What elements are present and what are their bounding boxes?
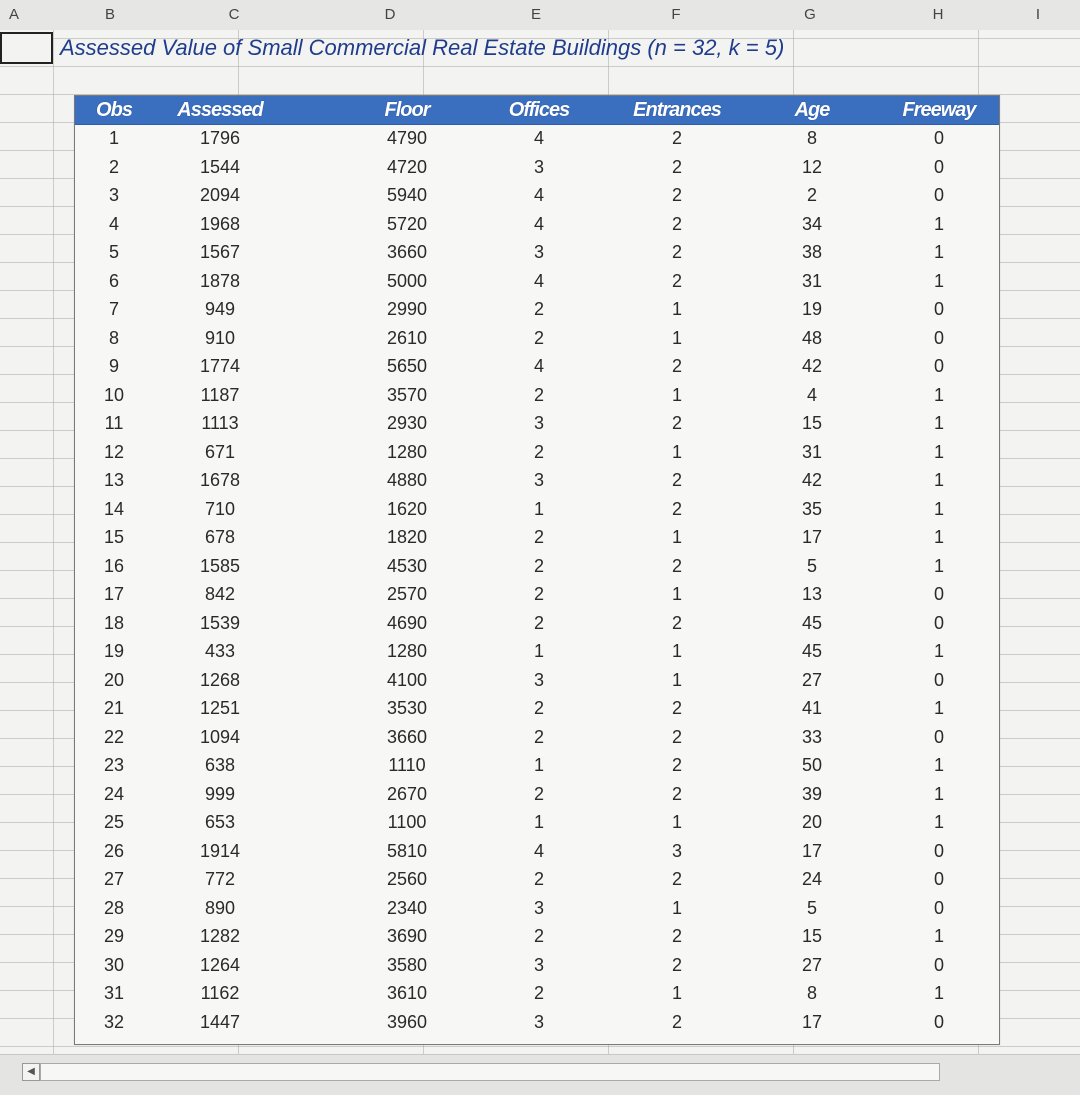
header-offices: Offices [508, 99, 570, 121]
cell-entrances[interactable]: 2 [671, 213, 682, 234]
cell-floor[interactable]: 2610 [386, 327, 428, 348]
cell-age[interactable]: 41 [801, 698, 823, 718]
cell-assessed[interactable]: 433 [204, 641, 236, 661]
cell-obs[interactable]: 17 [103, 584, 125, 604]
cell-entrances[interactable]: 2 [671, 726, 682, 747]
cell-obs[interactable]: 13 [103, 470, 125, 490]
cell-floor[interactable]: 1620 [386, 498, 428, 519]
cell-assessed[interactable]: 1282 [199, 926, 241, 946]
cell-freeway[interactable]: 0 [933, 584, 944, 604]
cell-age[interactable]: 17 [801, 1011, 823, 1032]
column-header-g[interactable]: G [804, 6, 816, 23]
header-freeway: Freeway [902, 99, 976, 121]
cell-entrances[interactable]: 1 [671, 584, 682, 604]
header-obs: Obs [96, 99, 132, 121]
cell-assessed[interactable]: 1585 [199, 555, 241, 576]
cell-age[interactable]: 42 [801, 356, 823, 376]
cell-obs[interactable]: 3 [108, 185, 119, 205]
table-row [75, 808, 999, 837]
cell-assessed[interactable]: 890 [204, 897, 236, 918]
cell-assessed[interactable]: 949 [204, 299, 236, 319]
cell-floor[interactable]: 2340 [386, 897, 428, 918]
cell-offices[interactable]: 4 [533, 270, 544, 291]
cell-obs[interactable]: 11 [104, 413, 124, 433]
cell-entrances[interactable]: 1 [671, 641, 682, 661]
cell-floor[interactable]: 3660 [386, 726, 428, 747]
cell-obs[interactable]: 25 [103, 812, 125, 832]
cell-assessed[interactable]: 1447 [199, 1011, 241, 1032]
cell-freeway[interactable]: 0 [933, 897, 944, 918]
table-row [75, 267, 999, 296]
cell-age[interactable]: 8 [806, 983, 817, 1003]
cell-entrances[interactable]: 2 [671, 242, 682, 262]
cell-freeway[interactable]: 1 [933, 555, 944, 576]
cell-entrances[interactable]: 2 [671, 783, 682, 804]
table-row [75, 979, 999, 1008]
cell-floor[interactable]: 4690 [386, 612, 428, 633]
cell-entrances[interactable]: 1 [671, 441, 682, 462]
cell-entrances[interactable]: 2 [671, 156, 682, 177]
cell-entrances[interactable]: 2 [671, 128, 682, 148]
cell-age[interactable]: 31 [801, 441, 823, 462]
cell-entrances[interactable]: 2 [671, 612, 682, 633]
table-row [75, 922, 999, 951]
column-header-b[interactable]: B [104, 6, 115, 23]
cell-offices[interactable]: 4 [533, 213, 544, 234]
table-row [75, 951, 999, 980]
column-header-c[interactable]: C [228, 6, 240, 23]
cell-assessed[interactable]: 1264 [199, 954, 241, 975]
cell-freeway[interactable]: 0 [933, 356, 944, 376]
cell-age[interactable]: 35 [801, 498, 823, 519]
cell-floor[interactable]: 2930 [386, 413, 428, 433]
cell-floor[interactable]: 3580 [386, 954, 428, 975]
cell-age[interactable]: 17 [801, 527, 823, 547]
cell-entrances[interactable]: 3 [671, 840, 682, 861]
cell-obs[interactable]: 15 [103, 527, 125, 547]
cell-entrances[interactable]: 2 [671, 954, 682, 975]
cell-floor[interactable]: 4880 [386, 470, 428, 490]
cell-obs[interactable]: 9 [108, 356, 119, 376]
table-row [75, 666, 999, 695]
cell-entrances[interactable]: 2 [671, 413, 682, 433]
cell-obs[interactable]: 19 [103, 641, 125, 661]
cell-entrances[interactable]: 1 [671, 669, 682, 690]
cell-obs[interactable]: 1 [108, 128, 119, 148]
cell-obs[interactable]: 2 [108, 156, 119, 177]
table-row [75, 637, 999, 666]
scroll-track[interactable] [40, 1063, 940, 1081]
cell-freeway[interactable]: 0 [933, 128, 944, 148]
cell-floor[interactable]: 3570 [386, 384, 428, 405]
cell-age[interactable]: 8 [806, 128, 817, 148]
cell-entrances[interactable]: 2 [671, 755, 682, 775]
cell-offices[interactable]: 1 [533, 812, 544, 832]
cell-offices[interactable]: 2 [533, 698, 544, 718]
cell-obs[interactable]: 31 [103, 983, 125, 1003]
cell-floor[interactable]: 3690 [386, 926, 428, 946]
cell-obs[interactable]: 16 [103, 555, 125, 576]
table-row [75, 438, 999, 467]
table-row [75, 238, 999, 267]
table-row [75, 609, 999, 638]
cell-age[interactable]: 45 [801, 641, 823, 661]
cell-floor[interactable]: 4720 [386, 156, 428, 177]
column-header-h[interactable]: H [932, 6, 944, 23]
cell-freeway[interactable]: 1 [933, 812, 944, 832]
cell-offices[interactable]: 3 [533, 242, 544, 262]
table-row [75, 409, 999, 438]
column-header-d[interactable]: D [384, 6, 396, 23]
cell-age[interactable]: 31 [801, 270, 823, 291]
cell-assessed[interactable]: 772 [204, 869, 236, 889]
cell-age[interactable]: 13 [801, 584, 823, 604]
cell-obs[interactable]: 14 [103, 498, 125, 519]
cell-obs[interactable]: 27 [103, 869, 125, 889]
cell-offices[interactable]: 2 [533, 612, 544, 633]
cell-freeway[interactable]: 1 [933, 413, 944, 433]
cell-floor[interactable]: 3660 [386, 242, 428, 262]
cell-floor[interactable]: 2570 [386, 584, 428, 604]
table-row [75, 210, 999, 239]
cell-assessed[interactable]: 678 [204, 527, 236, 547]
cell-entrances[interactable]: 1 [671, 299, 682, 319]
cell-offices[interactable]: 2 [533, 726, 544, 747]
cell-floor[interactable]: 3610 [386, 983, 428, 1003]
cell-obs[interactable]: 8 [108, 327, 119, 348]
cell-offices[interactable]: 2 [533, 983, 544, 1003]
cell-assessed[interactable]: 1968 [199, 213, 241, 234]
cell-floor[interactable]: 5000 [386, 270, 428, 291]
cell-entrances[interactable]: 1 [671, 897, 682, 918]
cell-offices[interactable]: 3 [533, 1011, 544, 1032]
table-row [75, 1008, 999, 1037]
cell-age[interactable]: 42 [801, 470, 823, 490]
cell-freeway[interactable]: 0 [933, 954, 944, 975]
cell-assessed[interactable]: 710 [204, 498, 236, 519]
cell-freeway[interactable]: 0 [933, 669, 944, 690]
table-row [75, 523, 999, 552]
cell-offices[interactable]: 3 [533, 470, 544, 490]
cell-floor[interactable]: 1280 [386, 641, 428, 661]
cell-age[interactable]: 38 [801, 242, 823, 262]
cell-assessed[interactable]: 842 [204, 584, 236, 604]
cell-obs[interactable]: 10 [103, 384, 125, 405]
cell-freeway[interactable]: 1 [933, 213, 944, 234]
cell-obs[interactable]: 12 [103, 441, 125, 462]
cell-age[interactable]: 27 [801, 954, 823, 975]
cell-entrances[interactable]: 2 [671, 356, 682, 376]
cell-floor[interactable]: 4790 [386, 128, 428, 148]
cell-floor[interactable]: 2670 [386, 783, 428, 804]
table-header [75, 96, 999, 125]
cell-assessed[interactable]: 1251 [199, 698, 241, 718]
cell-age[interactable]: 24 [801, 869, 823, 889]
cell-floor[interactable]: 5810 [386, 840, 428, 861]
cell-offices[interactable]: 2 [533, 441, 544, 462]
cell-entrances[interactable]: 1 [671, 384, 682, 405]
cell-assessed[interactable]: 999 [204, 783, 236, 804]
cell-offices[interactable]: 4 [533, 128, 544, 148]
header-age: Age [794, 99, 830, 121]
cell-offices[interactable]: 4 [533, 840, 544, 861]
table-row [75, 751, 999, 780]
table-row [75, 124, 999, 153]
cell-offices[interactable]: 2 [533, 299, 544, 319]
cell-obs[interactable]: 18 [103, 612, 125, 633]
cell-floor[interactable]: 1100 [387, 812, 427, 832]
cell-freeway[interactable]: 0 [933, 327, 944, 348]
cell-obs[interactable]: 22 [103, 726, 125, 747]
cell-freeway[interactable]: 1 [933, 470, 944, 490]
cell-floor[interactable]: 3530 [386, 698, 428, 718]
cell-floor[interactable]: 5650 [386, 356, 428, 376]
cell-freeway[interactable]: 0 [933, 1011, 944, 1032]
table-row [75, 837, 999, 866]
cell-offices[interactable]: 2 [533, 384, 544, 405]
cell-freeway[interactable]: 1 [933, 698, 944, 718]
cell-age[interactable]: 50 [801, 755, 823, 775]
table-row [75, 780, 999, 809]
table-row [75, 466, 999, 495]
table-row [75, 295, 999, 324]
cell-freeway[interactable]: 0 [933, 185, 944, 205]
cell-freeway[interactable]: 1 [933, 926, 944, 946]
cell-offices[interactable]: 2 [533, 926, 544, 946]
cell-assessed[interactable]: 1544 [199, 156, 241, 177]
cell-freeway[interactable]: 1 [933, 783, 944, 804]
cell-assessed[interactable]: 910 [204, 327, 236, 348]
cell-age[interactable]: 48 [801, 327, 823, 348]
cell-obs[interactable]: 26 [103, 840, 125, 861]
cell-offices[interactable]: 2 [533, 527, 544, 547]
cell-entrances[interactable]: 1 [671, 327, 682, 348]
cell-assessed[interactable]: 1914 [199, 840, 241, 861]
cell-obs[interactable]: 5 [108, 242, 119, 262]
cell-age[interactable]: 45 [801, 612, 823, 633]
table-row [75, 894, 999, 923]
table-row [75, 181, 999, 210]
cell-floor[interactable]: 2990 [386, 299, 428, 319]
cell-offices[interactable]: 3 [533, 897, 544, 918]
cell-age[interactable]: 27 [801, 669, 823, 690]
cell-age[interactable]: 2 [806, 185, 817, 205]
cell-age[interactable]: 20 [801, 812, 823, 832]
table-row [75, 723, 999, 752]
cell-age[interactable]: 4 [806, 384, 817, 405]
cell-obs[interactable]: 7 [108, 299, 119, 319]
cell-entrances[interactable]: 2 [671, 470, 682, 490]
cell-offices[interactable]: 1 [533, 641, 544, 661]
cell-obs[interactable]: 32 [103, 1011, 125, 1032]
cell-assessed[interactable]: 653 [204, 812, 236, 832]
cell-floor[interactable]: 4530 [386, 555, 428, 576]
cell-floor[interactable]: 4100 [386, 669, 428, 690]
cell-freeway[interactable]: 0 [933, 869, 944, 889]
cell-freeway[interactable]: 0 [933, 612, 944, 633]
cell-floor[interactable]: 1820 [386, 527, 428, 547]
cell-freeway[interactable]: 1 [933, 641, 944, 661]
column-header-f[interactable]: F [671, 6, 681, 23]
cell-age[interactable]: 39 [801, 783, 823, 804]
column-header-row [0, 0, 1080, 31]
cell-entrances[interactable]: 1 [671, 527, 682, 547]
cell-age[interactable]: 5 [806, 897, 817, 918]
table-row [75, 352, 999, 381]
cell-obs[interactable]: 29 [103, 926, 125, 946]
cell-entrances[interactable]: 2 [671, 698, 682, 718]
cell-offices[interactable]: 3 [533, 954, 544, 975]
cell-obs[interactable]: 30 [103, 954, 125, 975]
table-row [75, 381, 999, 410]
cell-assessed[interactable]: 671 [204, 441, 236, 462]
cell-floor[interactable]: 5940 [386, 185, 428, 205]
cell-floor[interactable]: 3960 [386, 1011, 428, 1032]
table-row [75, 694, 999, 723]
cell-obs[interactable]: 20 [103, 669, 125, 690]
cell-offices[interactable]: 2 [533, 555, 544, 576]
cell-assessed[interactable]: 1094 [199, 726, 241, 747]
cell-freeway[interactable]: 1 [933, 242, 944, 262]
cell-obs[interactable]: 28 [103, 897, 125, 918]
cell-entrances[interactable]: 2 [671, 869, 682, 889]
table-row [75, 324, 999, 353]
cell-obs[interactable]: 21 [103, 698, 125, 718]
cell-freeway[interactable]: 1 [933, 384, 944, 405]
cell-assessed[interactable]: 638 [204, 755, 236, 775]
header-entrances: Entrances [633, 99, 721, 121]
table-row [75, 153, 999, 182]
cell-age[interactable]: 15 [801, 413, 823, 433]
column-header-i[interactable]: I [1035, 6, 1041, 23]
cell-obs[interactable]: 24 [103, 783, 125, 804]
cell-age[interactable]: 19 [801, 299, 823, 319]
cell-entrances[interactable]: 2 [671, 926, 682, 946]
cell-floor[interactable]: 1110 [388, 755, 426, 775]
cell-assessed[interactable]: 1774 [199, 356, 241, 376]
cell-age[interactable]: 17 [801, 840, 823, 861]
cell-age[interactable]: 5 [806, 555, 817, 576]
cell-age[interactable]: 34 [801, 213, 823, 234]
cell-assessed[interactable]: 1113 [201, 413, 239, 433]
cell-freeway[interactable]: 1 [933, 527, 944, 547]
table-row [75, 580, 999, 609]
cell-floor[interactable]: 2560 [386, 869, 428, 889]
cell-offices[interactable]: 1 [533, 498, 544, 519]
cell-offices[interactable]: 2 [533, 783, 544, 804]
cell-entrances[interactable]: 1 [671, 983, 682, 1003]
cell-assessed[interactable]: 1796 [199, 128, 241, 148]
cell-floor[interactable]: 1280 [386, 441, 428, 462]
cell-age[interactable]: 33 [801, 726, 823, 747]
cell-entrances[interactable]: 2 [671, 555, 682, 576]
cell-freeway[interactable]: 1 [933, 441, 944, 462]
cell-offices[interactable]: 2 [533, 869, 544, 889]
cell-offices[interactable]: 3 [533, 413, 544, 433]
triangle-left-icon[interactable]: ◀ [22, 1063, 40, 1081]
cell-obs[interactable]: 6 [108, 270, 119, 291]
horizontal-scrollbar [0, 1054, 1080, 1095]
cell-offices[interactable]: 2 [533, 327, 544, 348]
cell-entrances[interactable]: 2 [671, 498, 682, 519]
cell-freeway[interactable]: 1 [933, 755, 944, 775]
table-row [75, 552, 999, 581]
cell-freeway[interactable]: 1 [933, 983, 944, 1003]
cell-entrances[interactable]: 1 [671, 812, 682, 832]
cell-assessed[interactable]: 1268 [199, 669, 241, 690]
cell-offices[interactable]: 3 [533, 156, 544, 177]
cell-entrances[interactable]: 2 [671, 185, 682, 205]
sheet-title: Assessed Value of Small Commercial Real Estate Buildings (n = 32, k = 5) [60, 35, 785, 60]
cell-assessed[interactable]: 1162 [200, 983, 240, 1003]
cell-assessed[interactable]: 1539 [199, 612, 241, 633]
cell-freeway[interactable]: 0 [933, 840, 944, 861]
column-header-e[interactable]: E [530, 6, 541, 23]
cell-freeway[interactable]: 0 [933, 299, 944, 319]
cell-freeway[interactable]: 1 [933, 270, 944, 291]
column-header-a[interactable]: A [8, 6, 19, 23]
cell-offices[interactable]: 4 [533, 356, 544, 376]
cell-freeway[interactable]: 0 [933, 726, 944, 747]
header-floor: Floor [384, 99, 430, 121]
cell-offices[interactable]: 1 [533, 755, 544, 775]
cell-assessed[interactable]: 1567 [199, 242, 241, 262]
cell-entrances[interactable]: 2 [671, 270, 682, 291]
header-assessed: Assessed [177, 99, 263, 121]
cell-assessed[interactable]: 1878 [199, 270, 241, 291]
cell-assessed[interactable]: 2094 [199, 185, 241, 205]
cell-age[interactable]: 15 [801, 926, 823, 946]
table-row [75, 865, 999, 894]
cell-obs[interactable]: 4 [108, 213, 119, 234]
cell-age[interactable]: 12 [801, 156, 823, 177]
table-row [75, 495, 999, 524]
cell-freeway[interactable]: 0 [933, 156, 944, 177]
selected-cell[interactable] [0, 32, 53, 64]
cell-entrances[interactable]: 2 [671, 1011, 682, 1032]
cell-offices[interactable]: 2 [533, 584, 544, 604]
cell-floor[interactable]: 5720 [386, 213, 428, 234]
cell-freeway[interactable]: 1 [933, 498, 944, 519]
cell-assessed[interactable]: 1187 [200, 384, 240, 405]
cell-offices[interactable]: 4 [533, 185, 544, 205]
cell-obs[interactable]: 23 [103, 755, 125, 775]
cell-offices[interactable]: 3 [533, 669, 544, 690]
data-table [74, 95, 1000, 1045]
cell-assessed[interactable]: 1678 [199, 470, 241, 490]
